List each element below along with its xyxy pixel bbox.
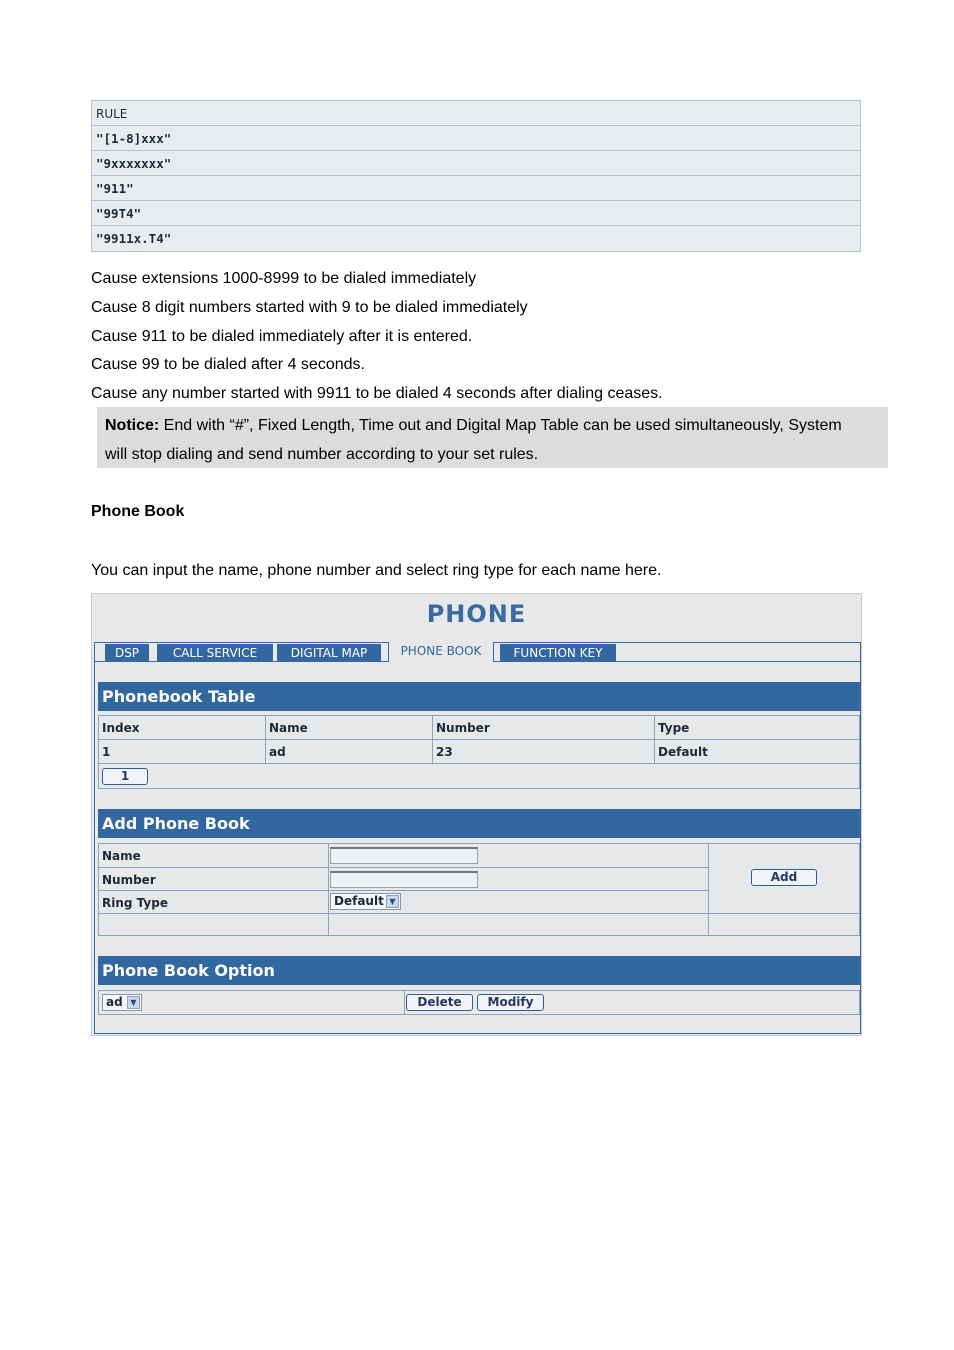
rule-table [91, 100, 861, 252]
rule-description: Cause 99 to be dialed after 4 seconds. [91, 356, 365, 373]
cell-type: Default [658, 745, 708, 759]
rule-item: "[1-8]xxx" [92, 126, 860, 151]
rule-description: Cause extensions 1000-8999 to be dialed immediately [91, 270, 477, 287]
column-header-index: Index [102, 721, 140, 735]
panel-title: PHONE [426, 600, 527, 628]
modify-button[interactable]: Modify [477, 994, 544, 1011]
number-input[interactable] [330, 871, 478, 888]
entry-select-value: ad [106, 995, 123, 1009]
chevron-down-icon: ▼ [127, 996, 140, 1009]
entry-select[interactable] [102, 994, 142, 1011]
cell-name: ad [269, 745, 286, 759]
notice-line-1 [105, 411, 880, 440]
tab-function-key[interactable]: FUNCTION KEY [500, 644, 616, 661]
notice-text-1: End with “#”, Fixed Length, Time out and Digital Map Table can be used simultaneously, System [159, 417, 842, 434]
phonebook-table [98, 715, 860, 789]
ring-type-label: Ring Type [102, 896, 168, 910]
phonebook-table-header: Phonebook Table [98, 682, 860, 711]
rule-description: Cause any number started with 9911 to be dialed 4 seconds after dialing ceases. [91, 385, 663, 402]
cell-index: 1 [102, 745, 111, 759]
rule-item: "9911x.T4" [96, 231, 172, 246]
tab-bar [94, 642, 861, 662]
delete-button[interactable]: Delete [406, 994, 473, 1011]
column-header-number: Number [436, 721, 490, 735]
rule-item: "9xxxxxxx" [92, 151, 860, 176]
ring-type-value: Default [334, 894, 384, 908]
ring-type-select[interactable] [330, 893, 401, 910]
phone-book-option-row [98, 990, 860, 1015]
section-title: Phone Book [91, 503, 185, 520]
rule-item: "99T4" [92, 201, 860, 226]
add-button[interactable]: Add [751, 869, 817, 886]
tab-call-service[interactable]: CALL SERVICE [157, 644, 273, 661]
name-input[interactable] [330, 847, 478, 864]
phone-panel [91, 593, 862, 1036]
column-header-name: Name [269, 721, 308, 735]
column-header-type: Type [658, 721, 690, 735]
rule-item: "911" [92, 176, 860, 201]
name-label: Name [102, 849, 141, 863]
notice-text-2: will stop dialing and send number according to your set rules. [105, 446, 539, 463]
number-label: Number [102, 873, 156, 887]
notice-box [97, 407, 888, 468]
add-phone-book-form [98, 843, 860, 936]
tab-dsp[interactable]: DSP [105, 644, 149, 661]
notice-label: Notice: [105, 417, 160, 434]
add-phone-book-header: Add Phone Book [98, 809, 860, 838]
rule-header: RULE [92, 101, 860, 126]
section-intro: You can input the name, phone number and select ring type for each name here. [91, 562, 662, 579]
tab-phone-book[interactable]: PHONE BOOK [388, 642, 494, 662]
phone-book-option-header: Phone Book Option [98, 956, 860, 985]
chevron-down-icon: ▼ [386, 895, 399, 908]
page-1-button[interactable]: 1 [102, 768, 148, 785]
rule-description: Cause 8 digit numbers started with 9 to be dialed immediately [91, 299, 528, 316]
rule-description: Cause 911 to be dialed immediately after it is entered. [91, 328, 473, 345]
cell-number: 23 [436, 745, 453, 759]
tab-digital-map[interactable]: DIGITAL MAP [277, 644, 381, 661]
